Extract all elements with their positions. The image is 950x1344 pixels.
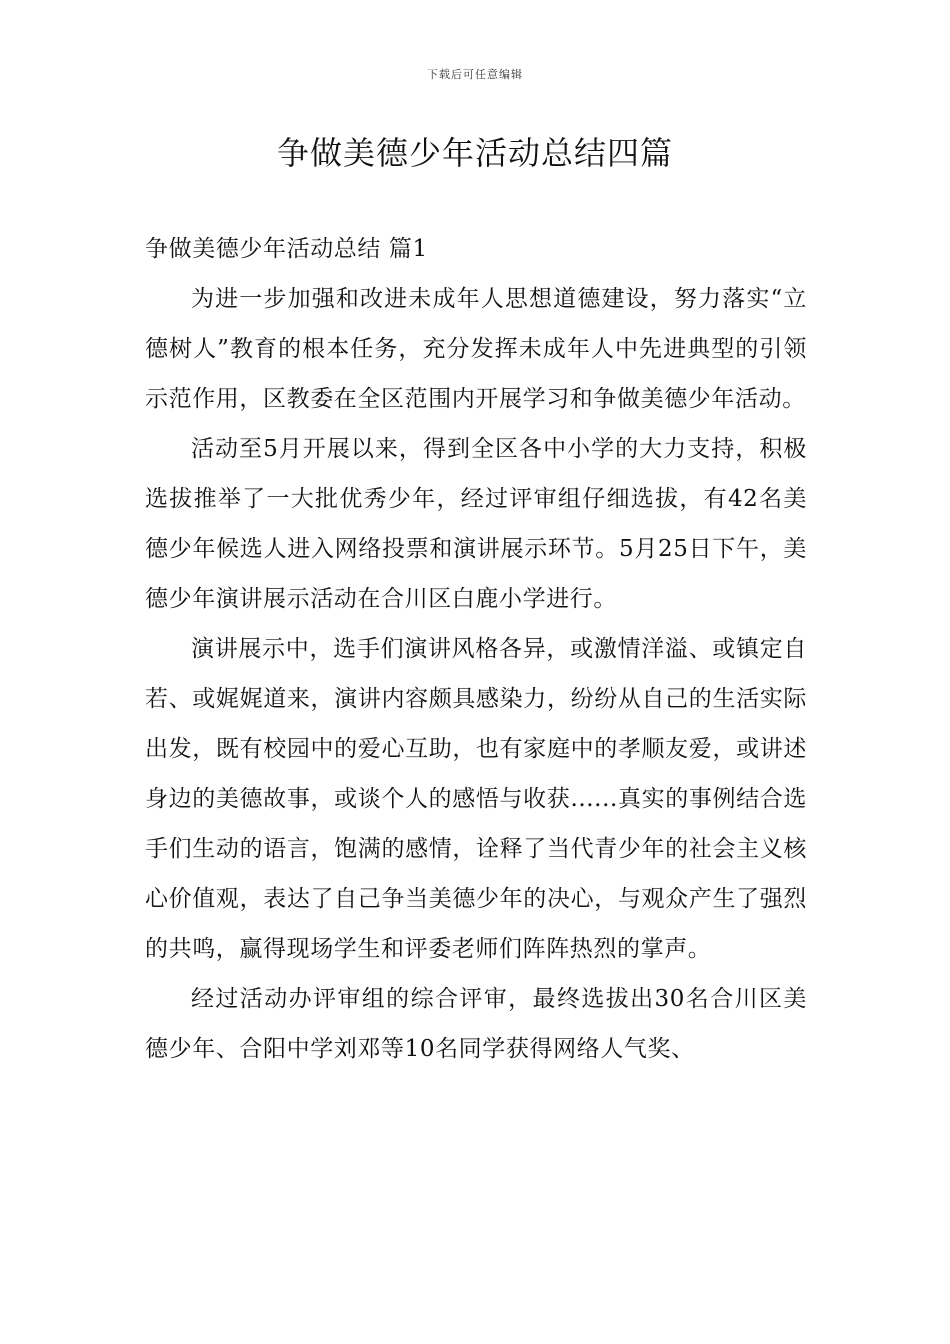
header-note: 下载后可任意编辑 [427, 68, 523, 81]
document-body [145, 224, 807, 1074]
document-title: 争做美德少年活动总结四篇 [276, 134, 673, 172]
paragraph-1: 为进一步加强和改进未成年人思想道德建设，努力落实“立德树人”教育的根本任务，充分发挥未成年人中先进典型的引领示范作用，区教委在全区范围内开展学习和争做美德少年活动。 [145, 286, 807, 412]
section-heading: 争做美德少年活动总结 篇1 [145, 236, 428, 262]
paragraph-4: 经过活动办评审组的综合评审，最终选拔出30名合川区美德少年、合阳中学刘邓等10名同学获得网络人气奖、 [145, 986, 807, 1062]
paragraph-2: 活动至5月开展以来，得到全区各中小学的大力支持，积极选拔推举了一大批优秀少年，经过评审组仔细选拔，有42名美德少年候选人进入网络投票和演讲展示环节。5月25日下午，美德少年演讲展示活动在合川区白鹿小学进行。 [145, 436, 807, 612]
paragraph-3: 演讲展示中，选手们演讲风格各异，或激情洋溢、或镇定自若、或娓娓道来，演讲内容颇具感染力，纷纷从自己的生活实际出发，既有校园中的爱心互助，也有家庭中的孝顺友爱，或讲述身边的美德故事，或谈个人的感悟与收获......真实的事例结合选手们生动的语言，饱满的感情，诠释了当代青少年的社会主义核心价值观，表达了自己争当美德少年的决心，与观众产生了强烈的共鸣，赢得现场学生和评委老师们阵阵热烈的掌声。 [145, 636, 807, 962]
